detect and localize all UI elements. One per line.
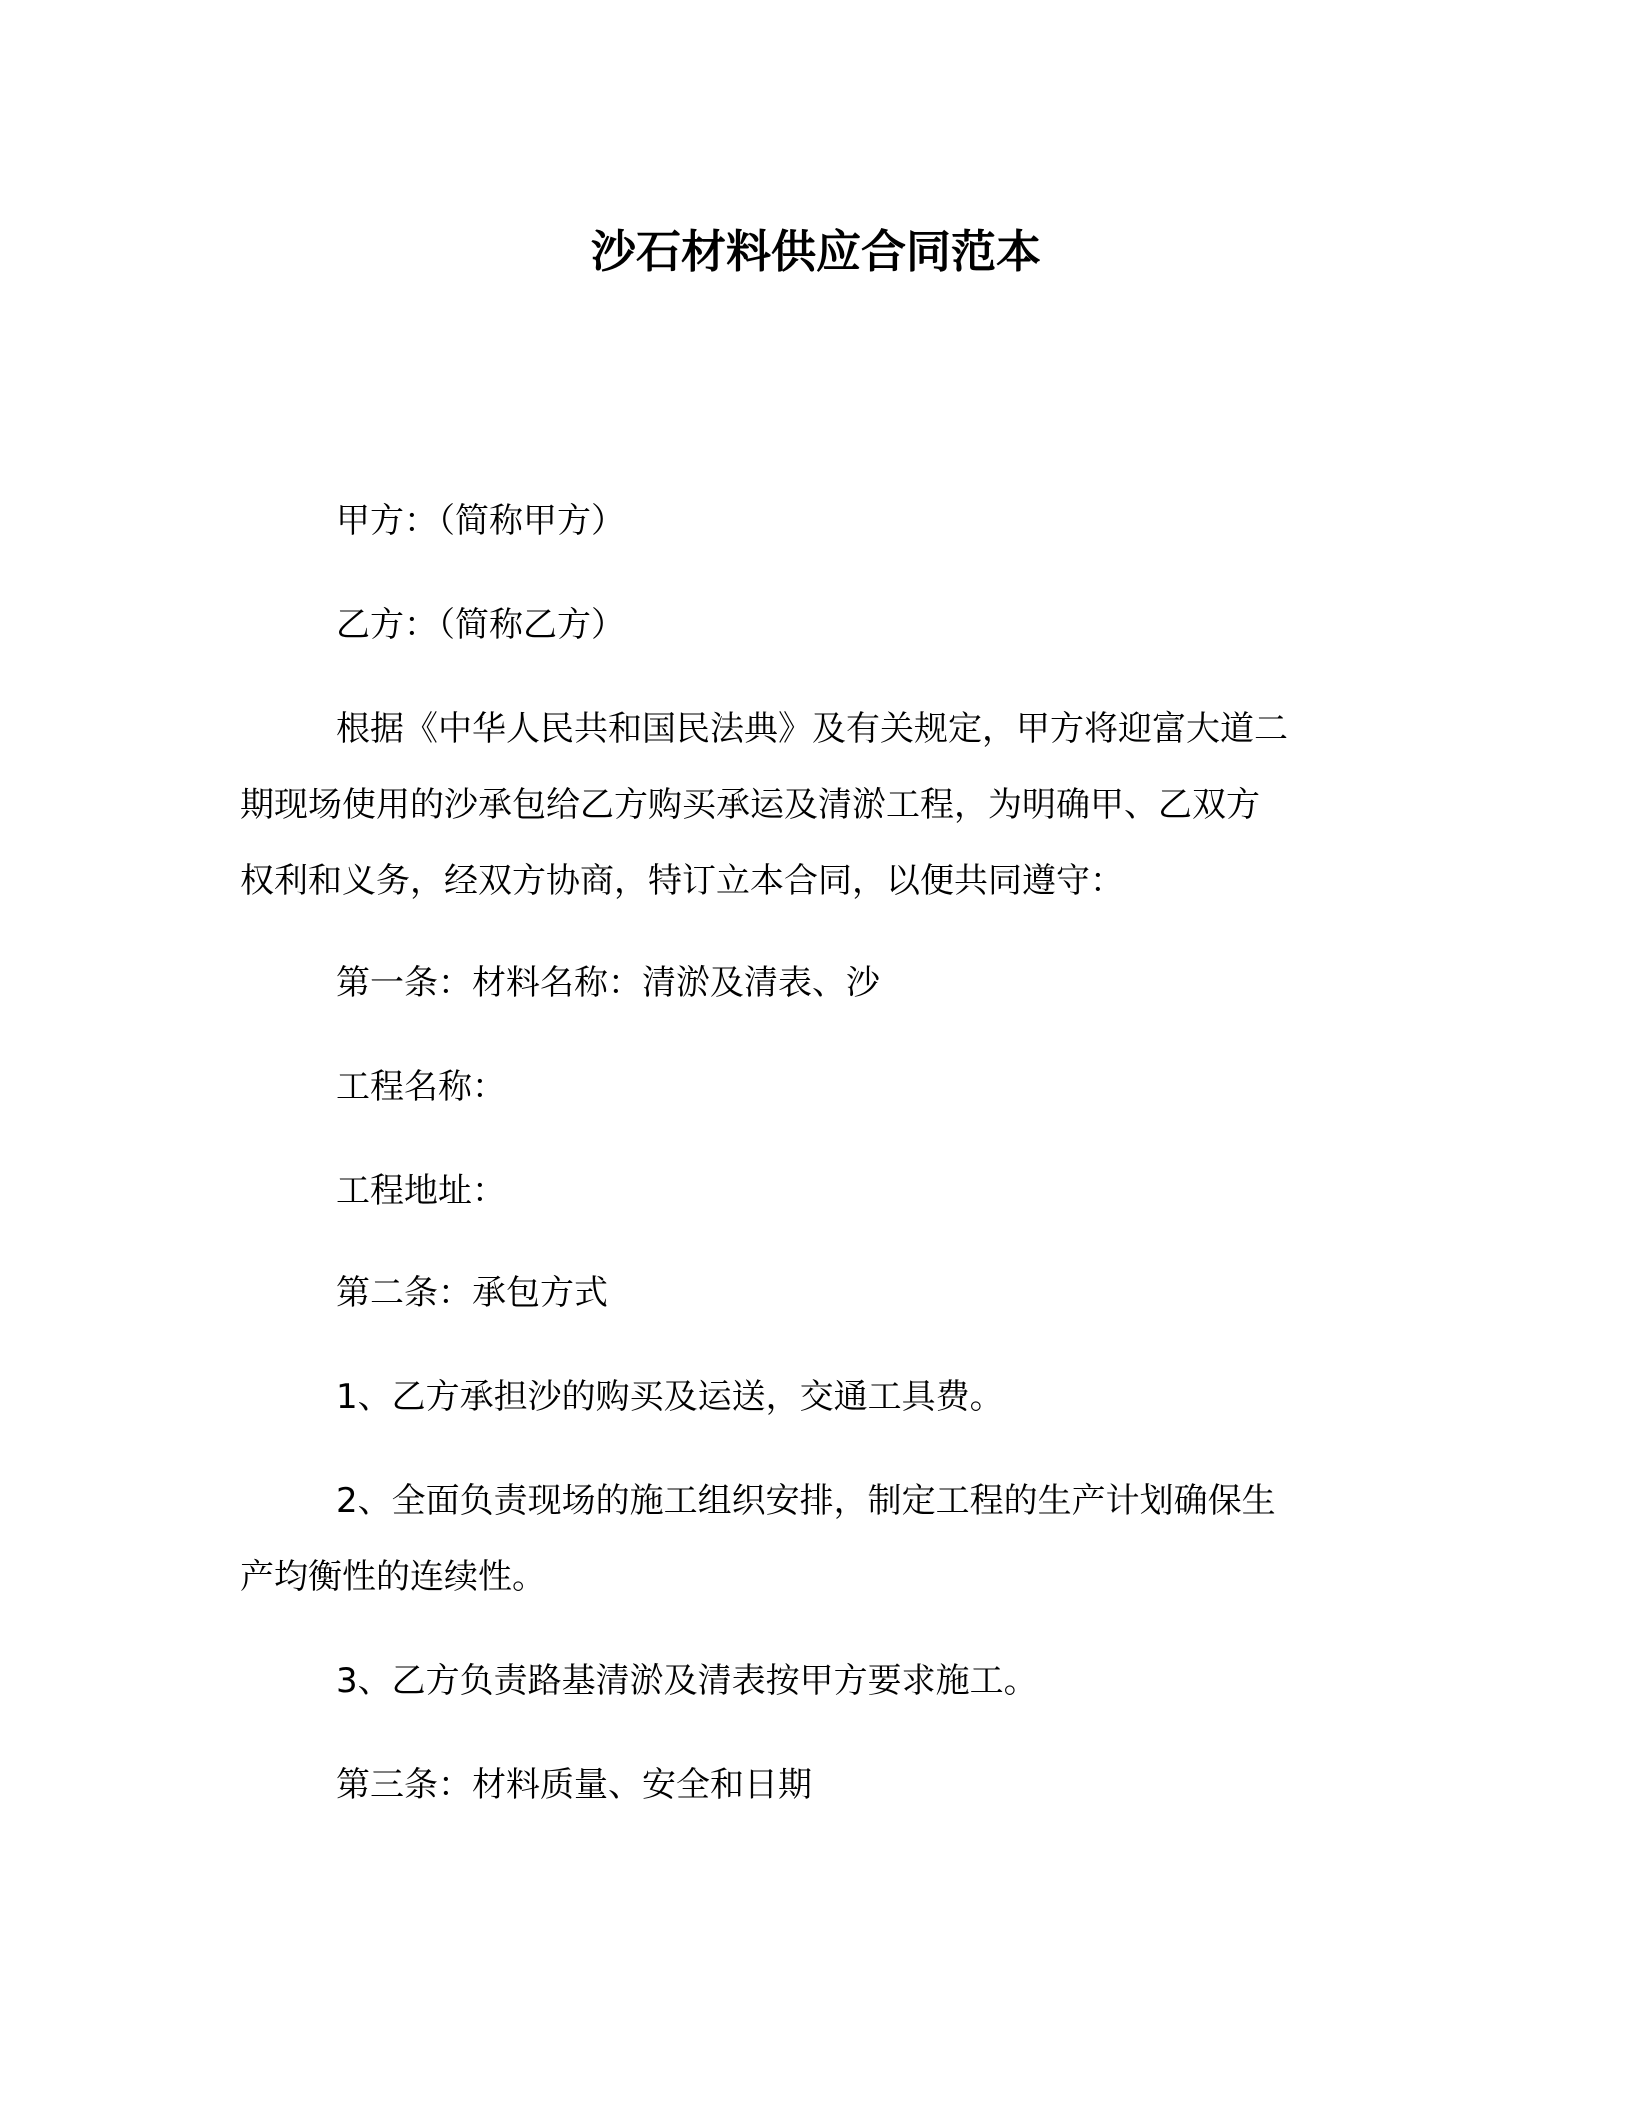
party-a-line: 甲方：（简称甲方）: [336, 501, 625, 541]
party-b-line: 乙方：（简称乙方）: [336, 605, 625, 645]
article-2-item-1: 1、乙方承担沙的购买及运送，交通工具费。: [336, 1377, 1004, 1417]
article-3: 第三条：材料质量、安全和日期: [336, 1765, 812, 1805]
article-2-item-3: 3、乙方负责路基清淤及清表按甲方要求施工。: [336, 1661, 1038, 1701]
article-2-item-2-line-2: 产均衡性的连续性。: [240, 1557, 546, 1597]
preamble-line-3: 权利和义务，经双方协商，特订立本合同，以便共同遵守：: [240, 861, 1124, 901]
preamble-line-2: 期现场使用的沙承包给乙方购买承运及清淤工程，为明确甲、乙双方: [240, 785, 1260, 825]
article-2: 第二条：承包方式: [336, 1273, 608, 1313]
article-1: 第一条：材料名称：清淤及清表、沙: [336, 963, 880, 1003]
document-title: 沙石材料供应合同范本: [590, 225, 1041, 278]
project-name-line: 工程名称：: [336, 1067, 506, 1107]
preamble-line-1: 根据《中华人民共和国民法典》及有关规定，甲方将迎富大道二: [336, 709, 1288, 749]
project-address-line: 工程地址：: [336, 1171, 506, 1211]
article-2-item-2-line-1: 2、全面负责现场的施工组织安排，制定工程的生产计划确保生: [336, 1481, 1276, 1521]
